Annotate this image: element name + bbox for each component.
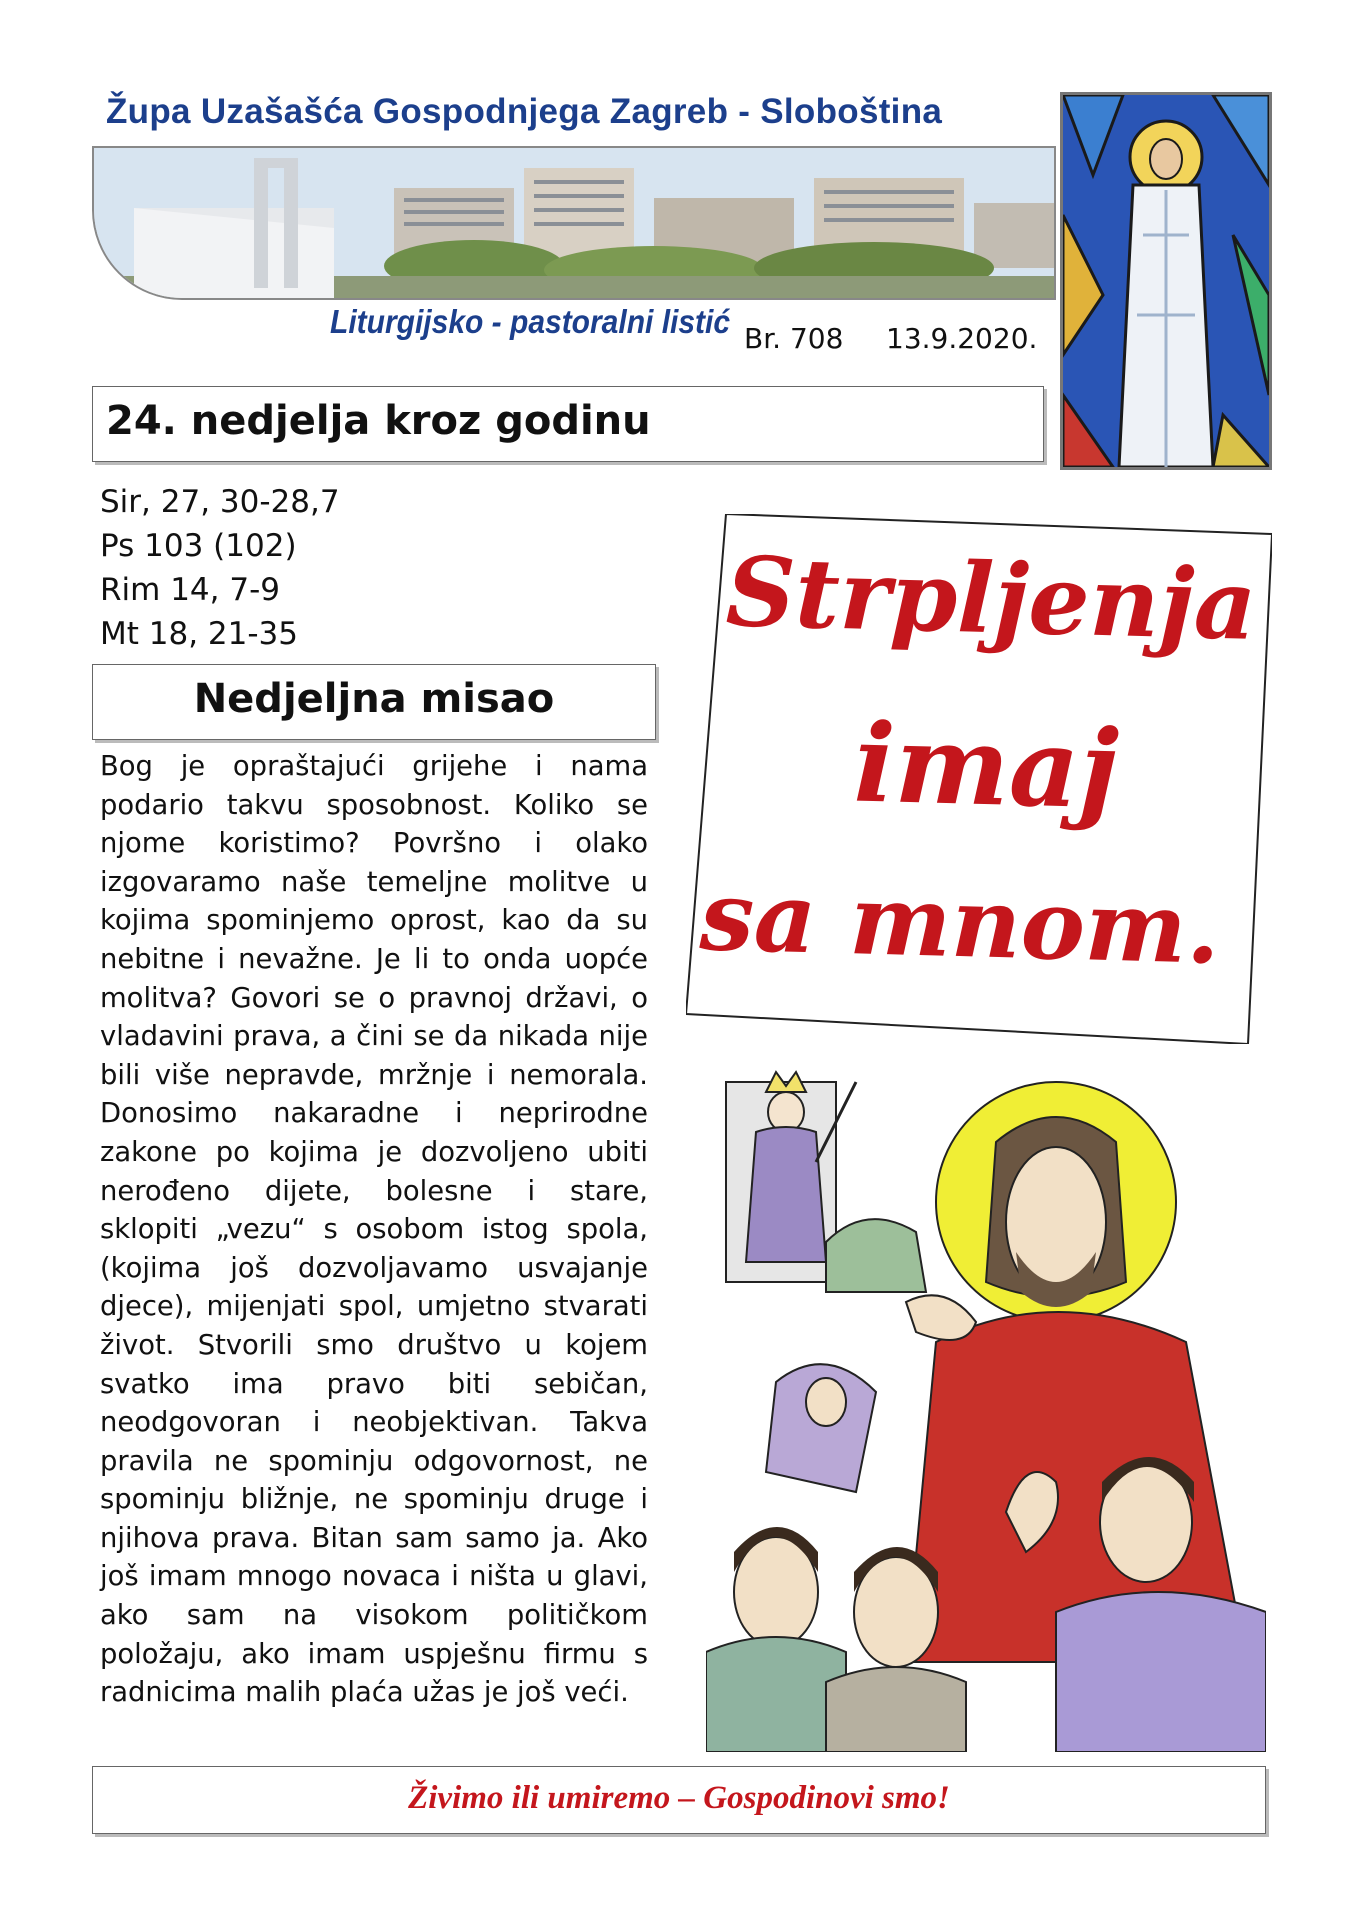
- issue-date: 13.9.2020.: [886, 322, 1038, 355]
- parish-photo-banner: [92, 146, 1056, 300]
- quote-line-2: imaj: [852, 700, 1120, 834]
- parish-title: Župa Uzašašća Gospodnjega Zagreb - Sloboština: [106, 92, 943, 131]
- church-photo-icon: [94, 148, 1054, 298]
- issue-number: Br. 708: [744, 322, 844, 355]
- reading-item: Rim 14, 7-9: [100, 572, 280, 608]
- quote-card: [686, 514, 1272, 1044]
- leaflet-subtitle: Liturgijsko - pastoralni listić: [330, 304, 731, 341]
- quote-line-1: Strpljenja: [724, 535, 1258, 662]
- jesus-parable-illustration-icon: [706, 1052, 1266, 1752]
- stained-glass-window: [1060, 92, 1272, 470]
- quote-line-3: sa mnom.: [698, 859, 1222, 986]
- reading-item: Mt 18, 21-35: [100, 616, 298, 652]
- sunday-title: 24. nedjelja kroz godinu: [106, 398, 651, 444]
- reading-item: Ps 103 (102): [100, 528, 297, 564]
- stained-glass-christ-icon: [1063, 95, 1269, 467]
- footer-motto: Živimo ili umiremo – Gospodinovi smo!: [408, 1780, 950, 1816]
- reflection-body: Bog je opraštajući grijehe i nama podario takvu sposobnost. Koliko se njome koristimo? Površno i olako izgovaramo naše temeljne molitve u kojima spominjemo oprost, kao da su nebitne i nevažne. Je li to onda uopće molitva? Govori se o pravnoj državi, o vladavini prava, a čini se da nikada nije bili više nepravde, mržnje i nemorala. Donosimo nakaradne i neprirodne zakone po kojima je dozvoljeno ubiti nerođeno dijete, bolesne i stare, sklopiti „vezu“ s osobom istog spola, (kojima još dozvoljavamo usvajanje djece), mijenjati spol, umjetno stvarati život. Stvorili smo društvo u kojem svatko ima pravo biti sebičan, neodgovoran i neobjektivan. Takva pravila ne spominju odgovornost, ne spominju bližnje, ne spominju druge i njihova prava. Bitan sam samo ja. Ako još imam mnogo novaca i ništa u glavi, ako sam na visokom političkom položaju, ako imam uspješnu firmu s radnicima malih plaća užas je još veći.: [100, 751, 648, 1709]
- gospel-illustration: [706, 1052, 1266, 1752]
- reflection-heading: Nedjeljna misao: [193, 676, 555, 722]
- reading-item: Sir, 27, 30-28,7: [100, 484, 340, 520]
- readings-list: [100, 480, 660, 656]
